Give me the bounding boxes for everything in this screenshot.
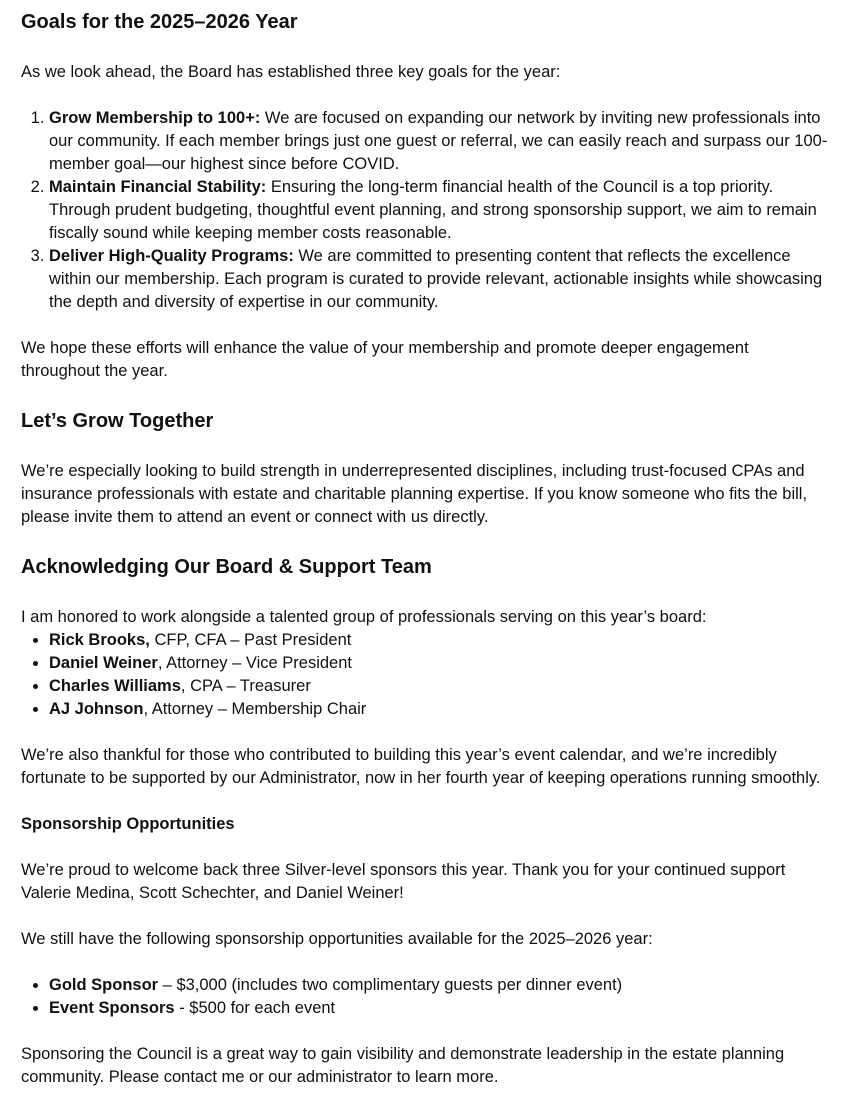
goal-text: We are committed to presenting content that reflects the excellence within our membership. Each program is curated to provide relevant, actionable insights while showcasing the depth and diversity of expertise in our community.	[49, 247, 823, 311]
goals-list	[21, 107, 829, 314]
sponsorship-level-name: Gold Sponsor	[49, 976, 159, 994]
sponsorship-level	[49, 974, 829, 997]
goal-text: We are focused on expanding our network by inviting new professionals into our community. If each member brings just one guest or referral, we can easily reach and surpass our 100-member goal—our highest since before COVID.	[49, 109, 828, 173]
board-member	[49, 629, 829, 652]
board-member	[49, 675, 829, 698]
sponsorship-level-name: Event Sponsors	[49, 999, 175, 1017]
board-member-name: Charles Williams	[49, 677, 181, 695]
goal-title: Deliver High-Quality Programs:	[49, 247, 294, 265]
board-member-role: , CPA – Treasurer	[180, 677, 311, 695]
goal-text: Ensuring the long-term financial health of the Council is a top priority. Through prudent budgeting, thoughtful event planning, and strong sponsorship support, we aim to remain fiscally sound while keeping member costs reasonable.	[49, 178, 817, 242]
goal-title: Grow Membership to 100+:	[49, 109, 261, 127]
grow-text: We’re especially looking to build strength in underrepresented disciplines, including trust-focused CPAs and insurance professionals with estate and charitable planning expertise. If you know someone who fits the bill, please invite them to attend an event or connect with us directly.	[21, 462, 808, 526]
goals-intro: As we look ahead, the Board has established three key goals for the year:	[21, 63, 561, 81]
board-list	[21, 629, 829, 721]
sponsorship-welcome: We’re proud to welcome back three Silver-level sponsors this year. Thank you for your continued support Valerie Medina, Scott Schechter, and Daniel Weiner!	[21, 861, 786, 902]
sponsorship-levels	[21, 974, 829, 1020]
acknowledge-intro: I am honored to work alongside a talented group of professionals serving on this year’s board:	[21, 608, 707, 626]
sponsorship-heading: Sponsorship Opportunities	[21, 815, 235, 833]
board-member-name: AJ Johnson	[49, 700, 144, 718]
board-member-role: , Attorney – Membership Chair	[143, 700, 367, 718]
board-member-role: CFP, CFA – Past President	[149, 631, 352, 649]
goal-item	[49, 176, 829, 245]
board-member	[49, 652, 829, 675]
sponsorship-level-detail: – $3,000 (includes two complimentary guests per dinner event)	[158, 976, 623, 994]
goals-heading: Goals for the 2025–2026 Year	[21, 11, 298, 33]
board-member	[49, 698, 829, 721]
grow-heading: Let’s Grow Together	[21, 410, 214, 432]
board-member-name: Daniel Weiner	[49, 654, 158, 672]
goal-item	[49, 245, 829, 314]
sponsorship-closing: Sponsoring the Council is a great way to gain visibility and demonstrate leadership in the estate planning community. Please contact me or our administrator to learn more.	[21, 1045, 785, 1086]
board-member-role: , Attorney – Vice President	[157, 654, 352, 672]
acknowledge-heading: Acknowledging Our Board & Support Team	[21, 556, 432, 578]
board-member-name: Rick Brooks,	[49, 631, 150, 649]
acknowledge-thanks: We’re also thankful for those who contributed to building this year’s event calendar, and we’re incredibly fortunate to be supported by our Administrator, now in her fourth year of keeping operations running smoothly.	[21, 746, 821, 787]
sponsorship-level-detail: - $500 for each event	[174, 999, 336, 1017]
sponsorship-level	[49, 997, 829, 1020]
sponsorship-available: We still have the following sponsorship opportunities available for the 2025–2026 year:	[21, 930, 653, 948]
goal-title: Maintain Financial Stability:	[49, 178, 267, 196]
goal-item	[49, 107, 829, 176]
goals-closing: We hope these efforts will enhance the value of your membership and promote deeper engagement throughout the year.	[21, 339, 749, 380]
